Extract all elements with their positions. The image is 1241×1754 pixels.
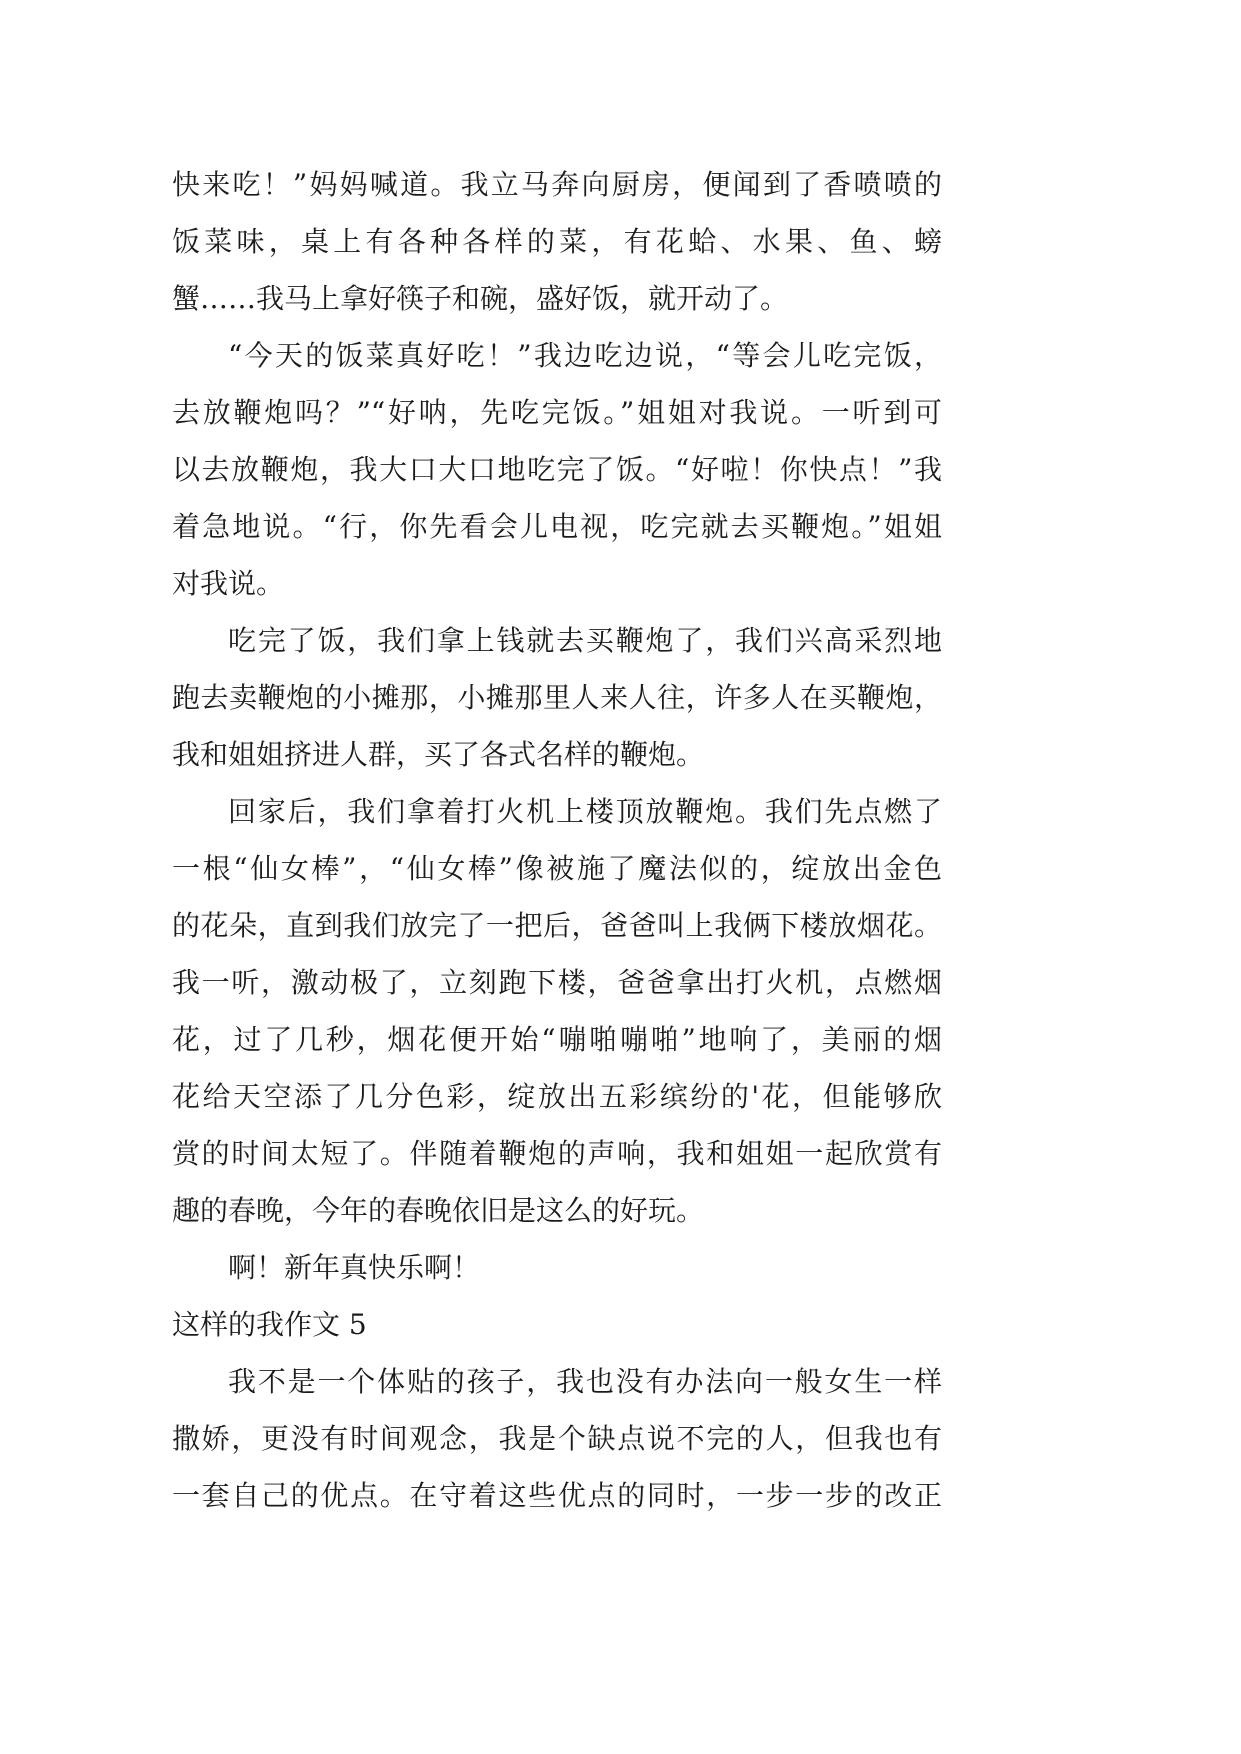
text-line: 我和姐姐挤进人群，买了各式名样的鞭炮。 [172, 738, 705, 771]
paragraph [172, 156, 942, 327]
text-line: 蟹……我马上拿好筷子和碗，盛好饭，就开动了。 [172, 282, 789, 315]
text-line: 回家后，我们拿着打火机上楼顶放鞭炮。我们先点燃了 [228, 795, 942, 828]
text-line: 跑去卖鞭炮的小摊那，小摊那里人来人往，许多人在买鞭炮， [172, 681, 942, 714]
text-line: 的花朵，直到我们放完了一把后，爸爸叫上我俩下楼放烟花。 [172, 909, 942, 942]
text-line: 啊！新年真快乐啊！ [228, 1251, 481, 1284]
text-line: 一根“仙女棒”，“仙女棒”像被施了魔法似的，绽放出金色 [172, 852, 942, 885]
text-line: 赏的时间太短了。伴随着鞭炮的声响，我和姐姐一起欣赏有 [172, 1137, 942, 1170]
text-line: “今天的饭菜真好吃！”我边吃边说，“等会儿吃完饭， [228, 339, 942, 372]
paragraph [172, 327, 942, 612]
text-line: 去放鞭炮吗？”“好呐，先吃完饭。”姐姐对我说。一听到可 [172, 396, 942, 429]
text-line: 花给天空添了几分色彩，绽放出五彩缤纷的'花，但能够欣 [172, 1080, 942, 1113]
text-line: 我不是一个体贴的孩子，我也没有办法向一般女生一样 [228, 1365, 942, 1398]
text-line: 对我说。 [172, 567, 285, 600]
text-line: 饭菜味，桌上有各种各样的菜，有花蛤、水果、鱼、螃 [172, 225, 942, 258]
text-line: 趣的春晚，今年的春晚依旧是这么的好玩。 [172, 1194, 705, 1227]
text-line: 吃完了饭，我们拿上钱就去买鞭炮了，我们兴高采烈地 [228, 624, 942, 657]
text-line: 快来吃！”妈妈喊道。我立马奔向厨房，便闻到了香喷喷的 [172, 168, 942, 201]
section-heading: 这样的我作文 5 [172, 1308, 367, 1341]
text-line: 一套自己的优点。在守着这些优点的同时，一步一步的改正 [172, 1479, 942, 1512]
document-body [172, 156, 942, 1524]
paragraph [172, 783, 942, 1239]
text-line: 我一听，激动极了，立刻跑下楼，爸爸拿出打火机，点燃烟 [172, 966, 942, 999]
text-line: 撒娇，更没有时间观念，我是个缺点说不完的人，但我也有 [172, 1422, 942, 1455]
paragraph [172, 612, 942, 783]
paragraph [172, 1353, 942, 1524]
text-line: 着急地说。“行，你先看会儿电视，吃完就去买鞭炮。”姐姐 [172, 510, 942, 543]
text-line: 以去放鞭炮，我大口大口地吃完了饭。“好啦！你快点！”我 [172, 453, 942, 486]
paragraph [172, 1239, 942, 1296]
text-line: 花，过了几秒，烟花便开始“嘣啪嘣啪”地响了，美丽的烟 [172, 1023, 942, 1056]
